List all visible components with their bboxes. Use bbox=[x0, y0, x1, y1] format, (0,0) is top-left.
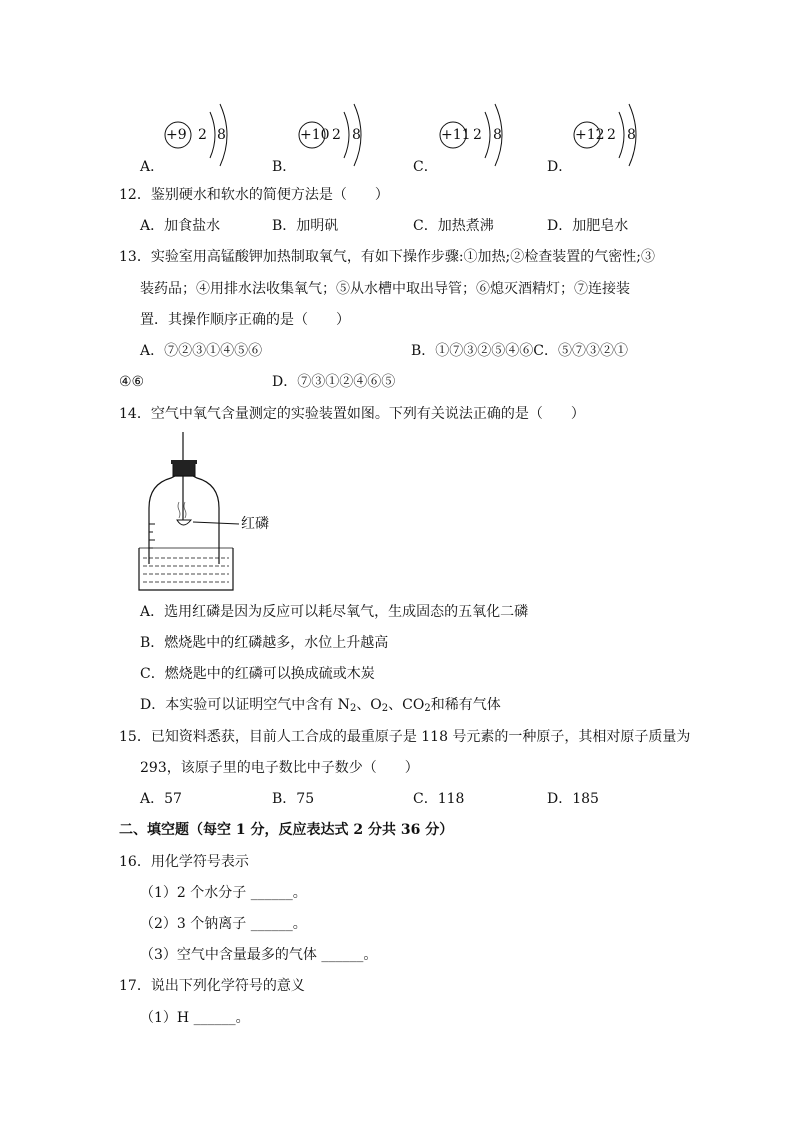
option-text: 、O bbox=[356, 697, 382, 713]
nucleus-charge: +10 bbox=[300, 127, 330, 143]
q12-option-c[interactable]: C．加热煮沸 bbox=[413, 218, 494, 234]
shell-electrons: 2 bbox=[473, 127, 482, 143]
q16-item-1[interactable]: （1）2 个水分子 ______。 bbox=[140, 885, 307, 901]
question-16-stem: 16．用化学符号表示 bbox=[119, 854, 249, 870]
question-13-line2: 装药品；④用排水法收集氧气；⑤从水槽中取出导管；⑥熄灭酒精灯；⑦连接装 bbox=[140, 281, 630, 297]
option-text: 、CO bbox=[388, 697, 425, 713]
option-text: 和稀有气体 bbox=[430, 697, 501, 713]
section-title: 二、填空题（每空 1 分，反应表达式 2 分共 36 分） bbox=[119, 822, 454, 838]
q15-option-d[interactable]: D．185 bbox=[547, 791, 599, 807]
q15-option-b[interactable]: B．75 bbox=[272, 791, 315, 807]
option-text: D．本实验可以证明空气中含有 N bbox=[140, 697, 350, 713]
question-15-line1: 15．已知资料悉获，目前人工合成的最重原子是 118 号元素的一种原子，其相对原子质量为 bbox=[119, 729, 691, 745]
shell-electrons: 8 bbox=[217, 127, 226, 143]
q15-option-a[interactable]: A．57 bbox=[140, 791, 182, 807]
option-letter: D． bbox=[547, 159, 573, 175]
atom-diagram-d[interactable] bbox=[547, 100, 657, 175]
q14-option-a[interactable]: A．选用红磷是因为反应可以耗尽氧气，生成固态的五氧化二磷 bbox=[140, 604, 529, 620]
option-letter: A． bbox=[140, 159, 165, 175]
option-letter: C． bbox=[413, 159, 438, 175]
q16-item-3[interactable]: （3）空气中含量最多的气体 ______。 bbox=[140, 947, 378, 963]
atom-diagram-a[interactable] bbox=[140, 100, 250, 175]
q13-option-b-c[interactable]: B．①⑦③②⑤④⑥C．⑤⑦③②① bbox=[411, 343, 628, 359]
q14-option-c[interactable]: C．燃烧匙中的红磷可以换成硫或木炭 bbox=[140, 666, 375, 682]
red-phosphorus-label: 红磷 bbox=[241, 516, 269, 532]
q16-item-2[interactable]: （2）3 个钠离子 ______。 bbox=[140, 916, 307, 932]
shell-electrons: 8 bbox=[493, 127, 502, 143]
q15-option-c[interactable]: C．118 bbox=[413, 791, 465, 807]
subscript: 2 bbox=[424, 703, 431, 714]
apparatus-icon bbox=[135, 432, 295, 592]
question-13-line1: 13．实验室用高锰酸钾加热制取氧气，有如下操作步骤:①加热;②检查装置的气密性;③ bbox=[119, 249, 655, 265]
subscript: 2 bbox=[381, 703, 389, 714]
nucleus-charge: +9 bbox=[166, 127, 187, 143]
q12-option-a[interactable]: A．加食盐水 bbox=[140, 218, 221, 234]
q13-option-d[interactable]: D．⑦③①②④⑥⑤ bbox=[272, 374, 396, 390]
q17-item-1[interactable]: （1）H ______。 bbox=[140, 1010, 250, 1026]
question-12-stem: 12．鉴别硬水和软水的简便方法是（ ） bbox=[119, 187, 389, 203]
shell-electrons: 2 bbox=[332, 127, 341, 143]
q12-option-d[interactable]: D．加肥皂水 bbox=[547, 218, 629, 234]
q14-option-d[interactable] bbox=[140, 696, 501, 714]
q13-option-a[interactable]: A．⑦②③①④⑤⑥ bbox=[140, 343, 263, 359]
q14-option-b[interactable]: B．燃烧匙中的红磷越多，水位上升越高 bbox=[140, 635, 389, 651]
shell-electrons: 2 bbox=[198, 127, 207, 143]
shell-electrons: 8 bbox=[627, 127, 636, 143]
nucleus-charge: +12 bbox=[575, 127, 605, 143]
subscript: 2 bbox=[349, 703, 357, 714]
atom-diagram-b[interactable] bbox=[272, 100, 382, 175]
option-letter: B． bbox=[272, 159, 297, 175]
question-14-stem: 14．空气中氧气含量测定的实验装置如图。下列有关说法正确的是（ ） bbox=[119, 406, 585, 422]
shell-electrons: 2 bbox=[607, 127, 616, 143]
atom-diagram-c[interactable] bbox=[413, 100, 523, 175]
q13-option-c-continued: ④⑥ bbox=[119, 374, 145, 390]
oxygen-experiment-figure bbox=[135, 432, 295, 592]
question-13-line3: 置．其操作顺序正确的是（ ） bbox=[140, 312, 350, 328]
question-17-stem: 17．说出下列化学符号的意义 bbox=[119, 978, 305, 994]
q12-option-b[interactable]: B．加明矾 bbox=[272, 218, 339, 234]
question-15-line2: 293，该原子里的电子数比中子数少（ ） bbox=[140, 760, 419, 776]
shell-electrons: 8 bbox=[352, 127, 361, 143]
nucleus-charge: +11 bbox=[441, 127, 471, 143]
